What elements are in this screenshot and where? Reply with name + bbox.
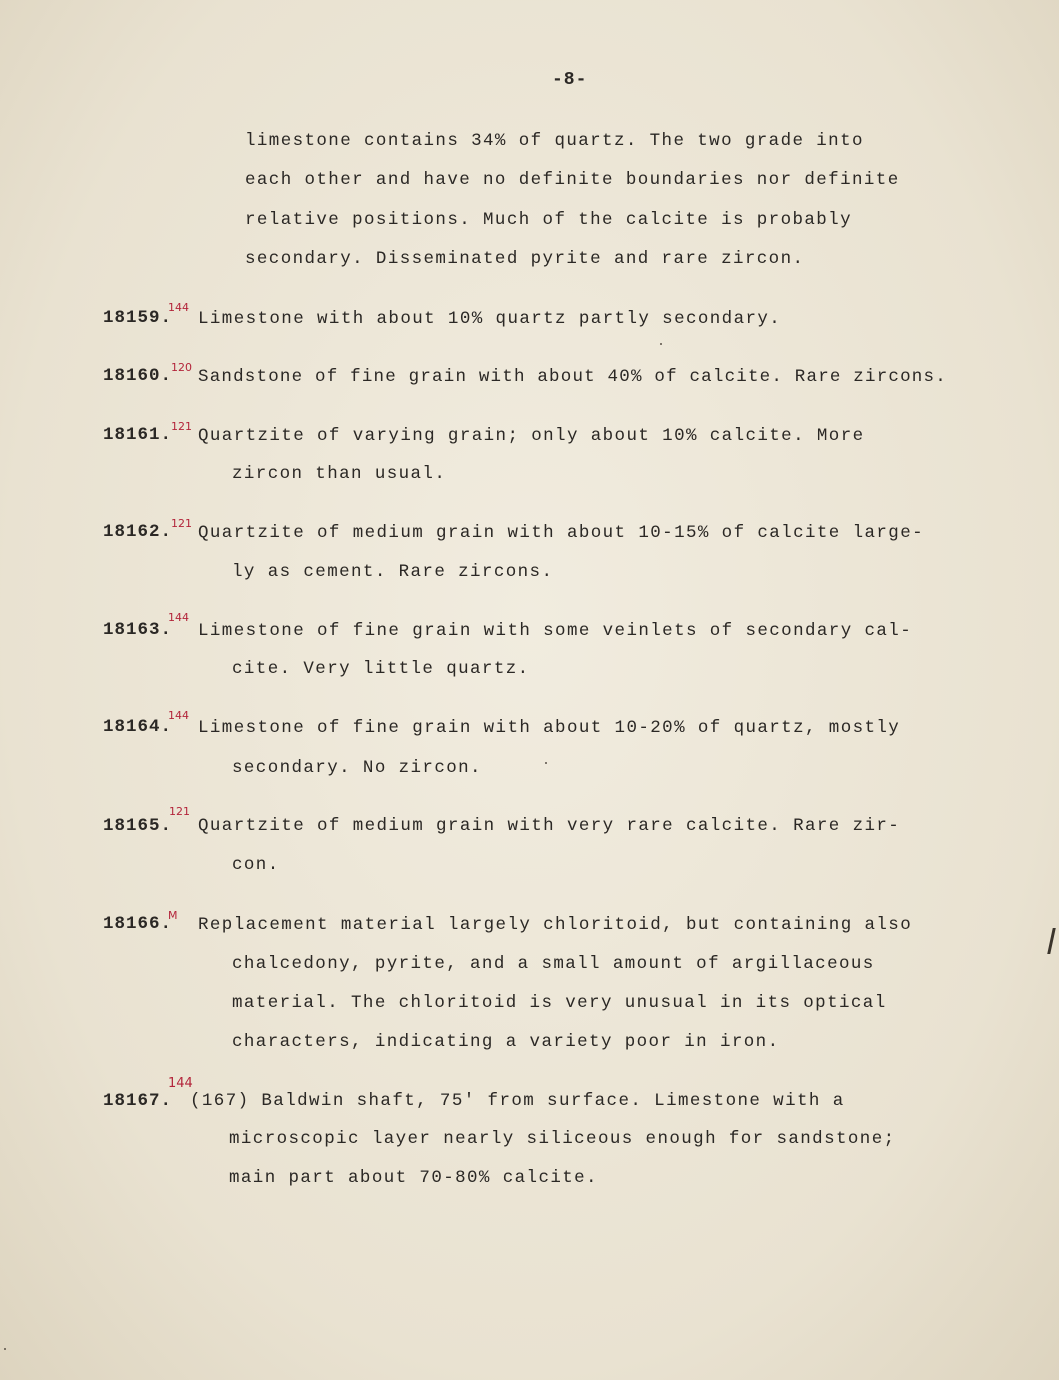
paper-speck — [4, 1348, 6, 1350]
entry-line: Limestone with about 10% quartz partly secondary. — [198, 309, 782, 329]
entry-number: 18160. — [103, 366, 173, 386]
entry-line: Limestone of fine grain with some veinlets of secondary cal- — [198, 621, 913, 641]
entry-line: Sandstone of fine grain with about 40% of calcite. Rare zircons. — [198, 367, 947, 387]
intro-line: secondary. Disseminated pyrite and rare zircon. — [245, 249, 805, 269]
paper-speck — [545, 762, 547, 764]
intro-line: each other and have no definite boundaries nor definite — [245, 170, 900, 190]
entry-line: Quartzite of medium grain with about 10-15% of calcite large- — [198, 523, 925, 543]
handwritten-annotation: 144 — [168, 611, 189, 624]
handwritten-annotation: 144 — [168, 301, 189, 314]
handwritten-annotation: 121 — [171, 517, 192, 530]
entry-line: (167) Baldwin shaft, 75' from surface. Limestone with a — [190, 1091, 845, 1111]
entry-line: zircon than usual. — [232, 464, 447, 484]
handwritten-annotation: 144 — [168, 709, 189, 722]
handwritten-annotation: 121 — [169, 805, 190, 818]
intro-line: relative positions. Much of the calcite is probably — [245, 210, 852, 230]
entry-line: chalcedony, pyrite, and a small amount of argillaceous — [232, 954, 875, 974]
entry-line: Limestone of fine grain with about 10-20% of quartz, mostly — [198, 718, 901, 738]
entry-number: 18167. — [103, 1091, 173, 1111]
entry-line: con. — [232, 855, 280, 875]
entry-line: Replacement material largely chloritoid, but containing also — [198, 915, 913, 935]
entry-line: Quartzite of medium grain with very rare calcite. Rare zir- — [198, 816, 901, 836]
paper-speck — [660, 343, 662, 345]
entry-number: 18164. — [103, 717, 173, 737]
entry-number: 18162. — [103, 522, 173, 542]
entry-number: 18161. — [103, 425, 173, 445]
entry-number: 18163. — [103, 620, 173, 640]
handwritten-annotation: 144 — [168, 1076, 193, 1091]
entry-line: material. The chloritoid is very unusual in its optical — [232, 993, 887, 1013]
entry-line: characters, indicating a variety poor in iron. — [232, 1032, 780, 1052]
page-number: -8- — [552, 70, 588, 90]
entry-number: 18159. — [103, 308, 173, 328]
entry-line: ly as cement. Rare zircons. — [232, 562, 554, 582]
handwritten-annotation: 121 — [171, 420, 192, 433]
entry-number: 18166. — [103, 914, 173, 934]
entry-line: Quartzite of varying grain; only about 10% calcite. More — [198, 426, 865, 446]
entry-line: microscopic layer nearly siliceous enough for sandstone; — [229, 1129, 896, 1149]
entry-number: 18165. — [103, 816, 173, 836]
intro-line: limestone contains 34% of quartz. The two grade into — [245, 131, 864, 151]
margin-mark — [1047, 928, 1056, 954]
handwritten-annotation: M — [168, 909, 178, 922]
handwritten-annotation: 120 — [171, 361, 192, 374]
entry-line: secondary. No zircon. — [232, 758, 482, 778]
entry-line: cite. Very little quartz. — [232, 659, 530, 679]
entry-line: main part about 70-80% calcite. — [229, 1168, 598, 1188]
